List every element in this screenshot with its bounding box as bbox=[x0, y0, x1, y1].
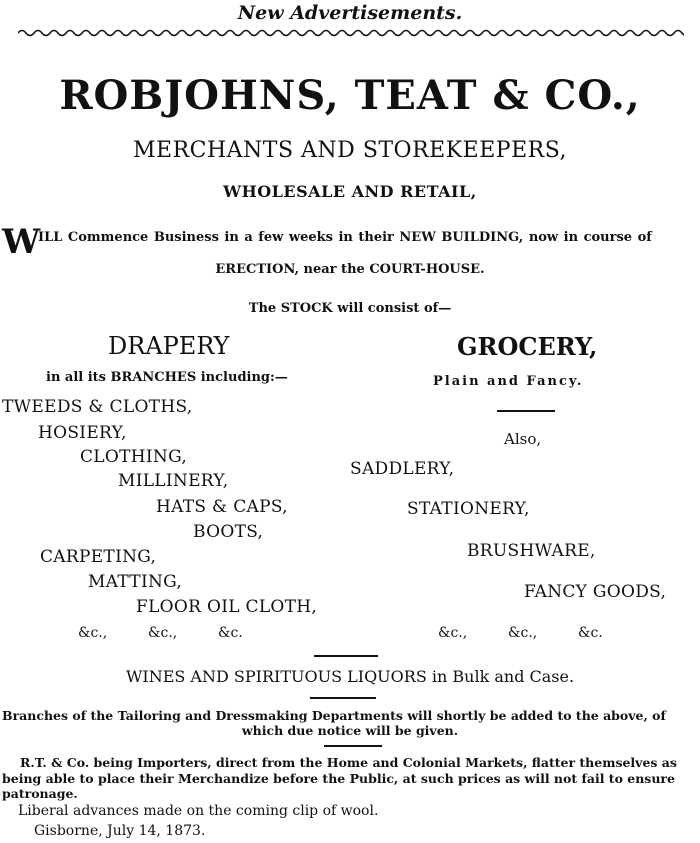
stock-line: The STOCK will consist of— bbox=[248, 301, 452, 316]
grocery-also: Also, bbox=[504, 430, 542, 448]
drapery-item: CARPETING, bbox=[40, 547, 157, 567]
branches-line-1: Branches of the Tailoring and Dressmaking Departments will shortly be added to the above, of bbox=[2, 708, 666, 723]
divider-rule bbox=[324, 745, 382, 747]
drapery-etc: &c., bbox=[78, 625, 108, 641]
grocery-etc: &c. bbox=[578, 625, 603, 641]
firm-name: ROBJOHNS, TEAT & CO., bbox=[59, 72, 641, 119]
importers-line-3: patronage. bbox=[2, 786, 78, 801]
drop-cap: W bbox=[2, 222, 41, 262]
liberal-line: Liberal advances made on the coming clip of wool. bbox=[18, 803, 379, 819]
drapery-item: BOOTS, bbox=[193, 522, 264, 542]
firm-subtitle: MERCHANTS AND STOREKEEPERS, bbox=[133, 138, 567, 163]
grocery-heading: GROCERY, bbox=[457, 332, 598, 361]
drapery-etc: &c. bbox=[218, 625, 243, 641]
grocery-etc: &c., bbox=[508, 625, 538, 641]
drapery-sub: in all its BRANCHES including:— bbox=[46, 370, 288, 385]
section-title: New Advertisements. bbox=[237, 2, 463, 24]
importers-line-2: being able to place their Merchandize before the Public, at such prices as will not fail to ensure bbox=[2, 771, 675, 786]
intro-line-1: ILL Commence Business in a few weeks in their NEW BUILDING, now in course of bbox=[38, 230, 652, 245]
drapery-item: TWEEDS & CLOTHS, bbox=[2, 397, 193, 417]
drapery-item: HATS & CAPS, bbox=[156, 497, 288, 517]
trade-line: WHOLESALE AND RETAIL, bbox=[223, 182, 477, 201]
grocery-item: FANCY GOODS, bbox=[524, 582, 667, 602]
divider-rule bbox=[310, 697, 376, 699]
grocery-item: BRUSHWARE, bbox=[467, 541, 596, 561]
drapery-item: MILLINERY, bbox=[118, 471, 229, 491]
grocery-item: SADDLERY, bbox=[350, 459, 455, 479]
short-rule bbox=[497, 410, 555, 412]
drapery-item: HOSIERY, bbox=[38, 423, 127, 443]
drapery-item: MATTING, bbox=[88, 572, 183, 592]
importers-line-1: R.T. & Co. being Importers, direct from the Home and Colonial Markets, flatter themselves as bbox=[20, 755, 677, 770]
branches-line-2: which due notice will be given. bbox=[241, 723, 459, 738]
grocery-item: STATIONERY, bbox=[407, 499, 530, 519]
drapery-etc: &c., bbox=[148, 625, 178, 641]
wavy-divider bbox=[18, 27, 684, 39]
drapery-item: CLOTHING, bbox=[80, 447, 188, 467]
intro-line-2: ERECTION, near the COURT-HOUSE. bbox=[215, 262, 485, 277]
grocery-sub: Plain and Fancy. bbox=[433, 374, 584, 389]
grocery-etc: &c., bbox=[438, 625, 468, 641]
dateline: Gisborne, July 14, 1873. bbox=[34, 823, 206, 839]
wines-line: WINES AND SPIRITUOUS LIQUORS in Bulk and Case. bbox=[125, 667, 575, 686]
drapery-item: FLOOR OIL CLOTH, bbox=[136, 597, 318, 617]
divider-rule bbox=[314, 655, 378, 657]
drapery-heading: DRAPERY bbox=[108, 332, 230, 360]
